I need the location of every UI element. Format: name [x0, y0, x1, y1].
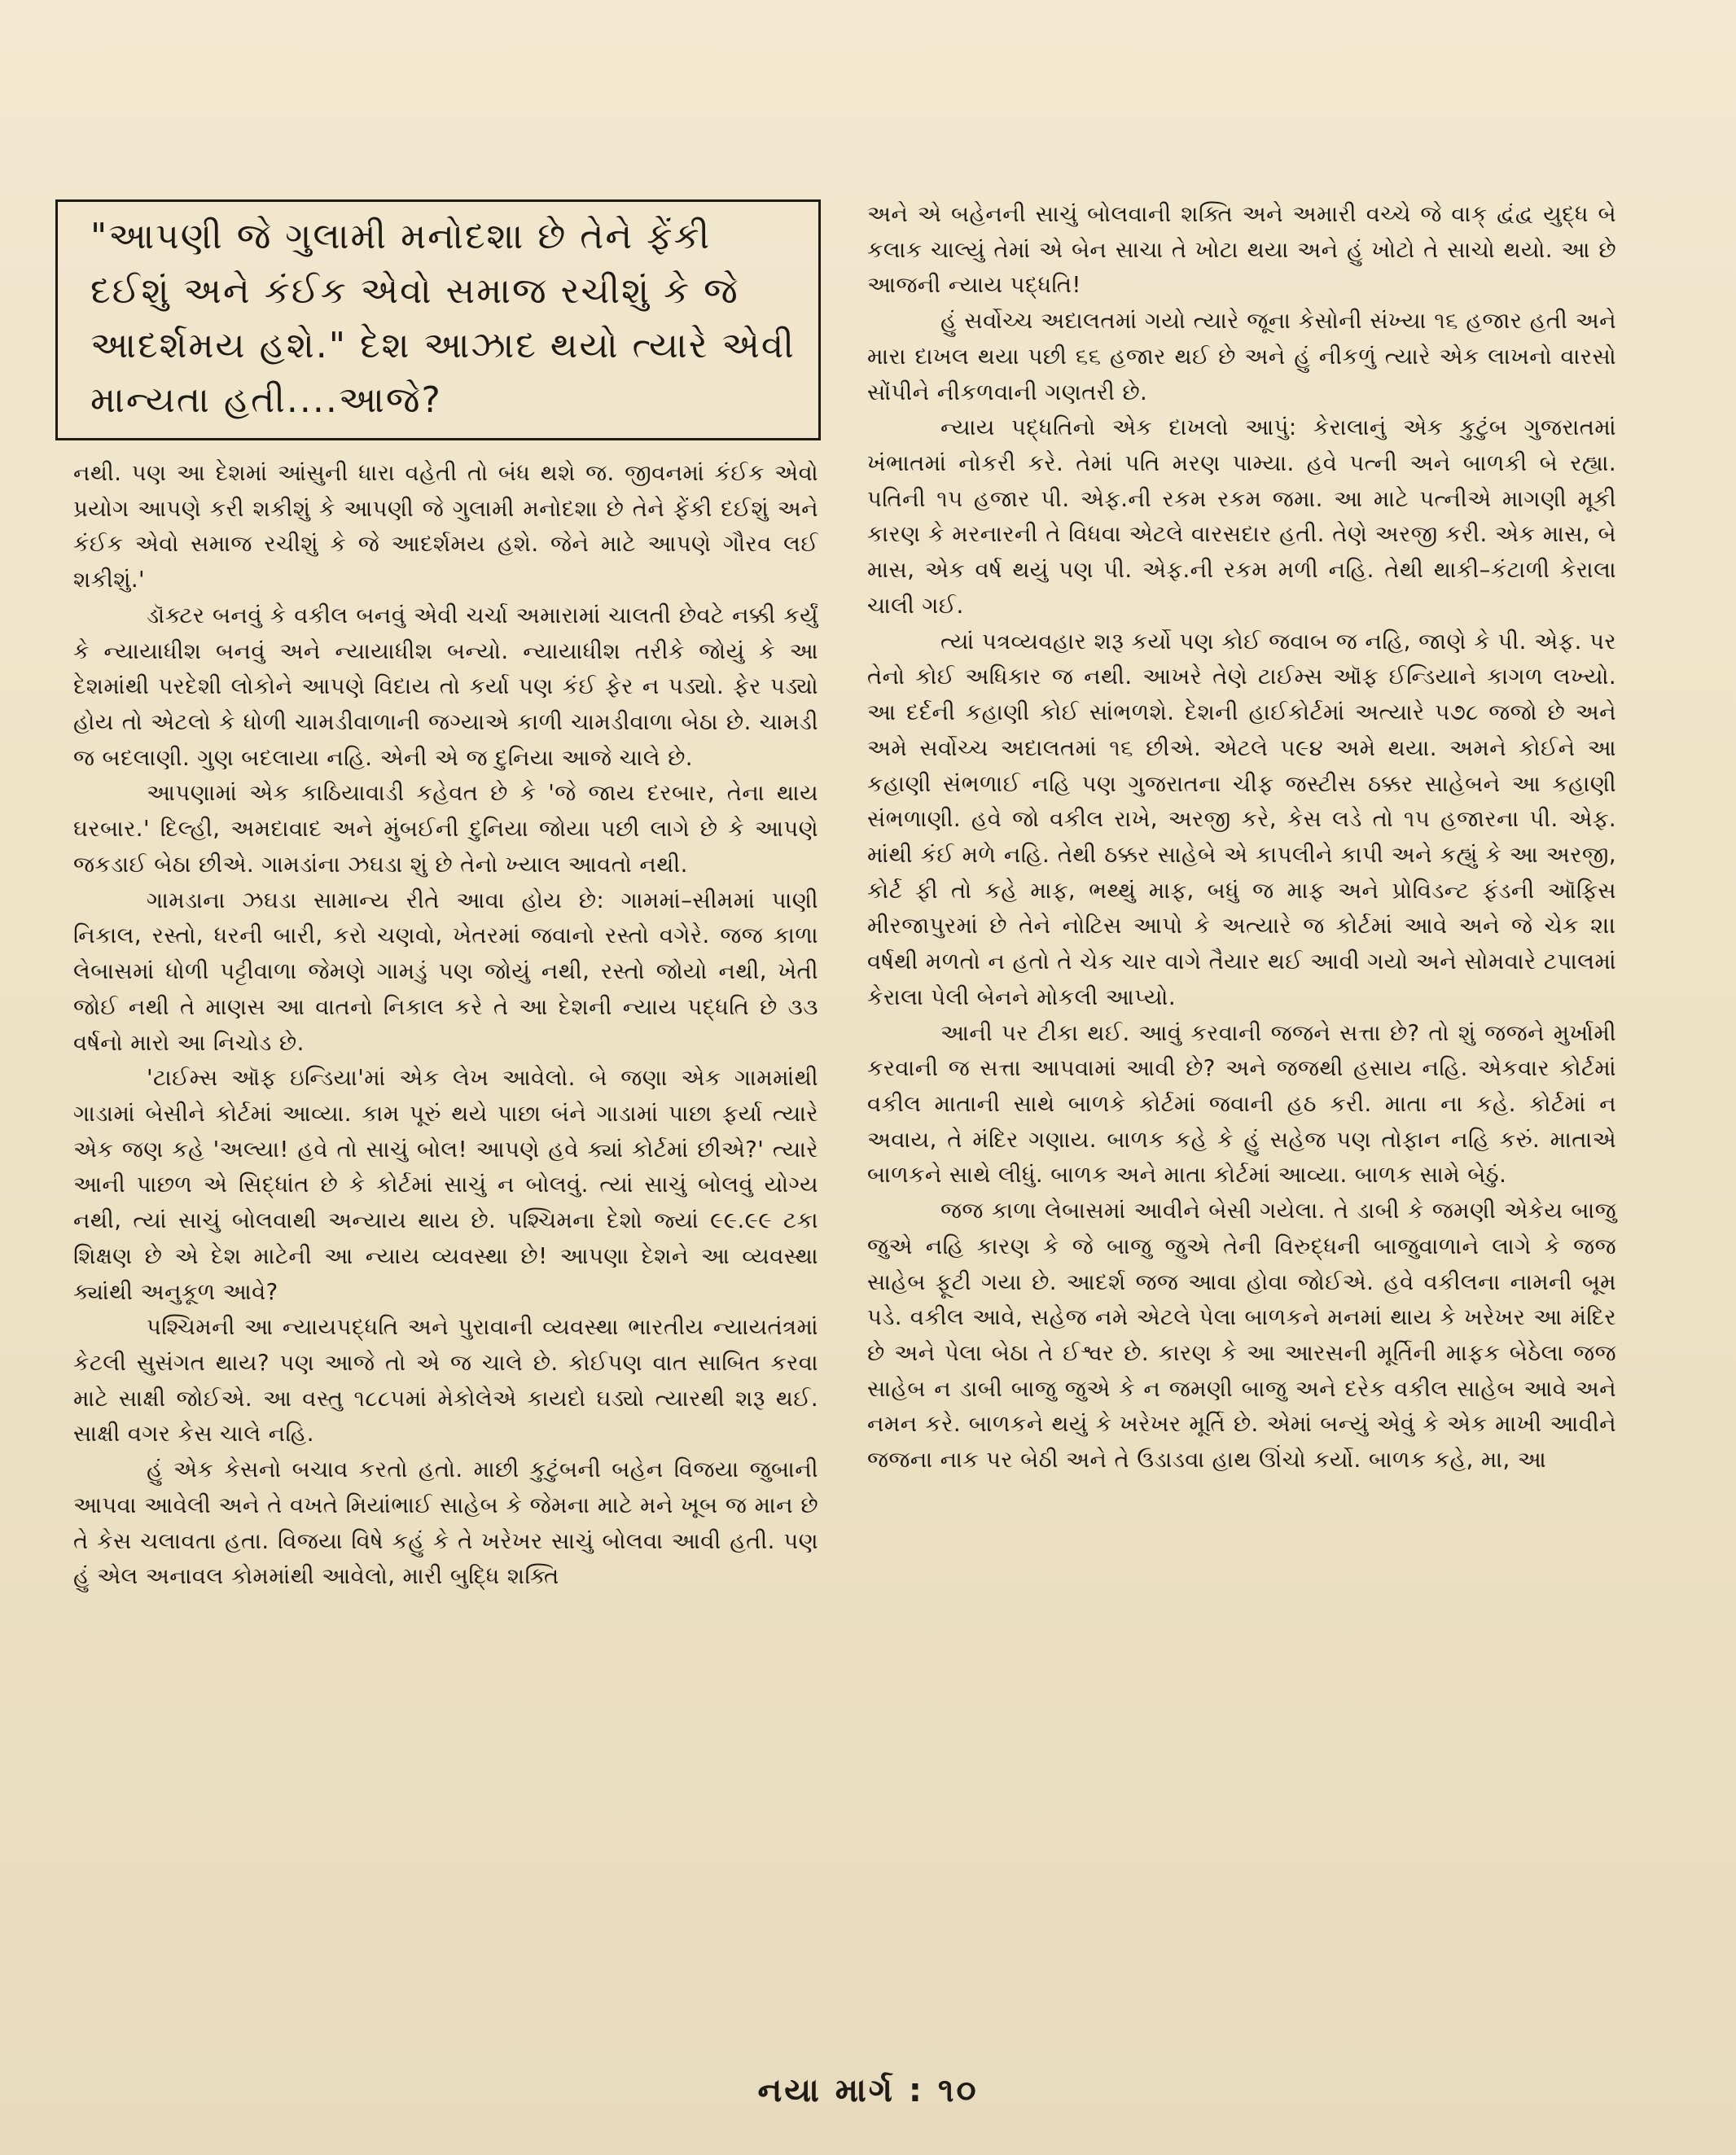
paragraph: હું એક કેસનો બચાવ કરતો હતો. માછી કુટુંબની બહેન વિજયા જુબાની આપવા આવેલી અને તે વખતે મિયાંભાઈ સાહેબ કે જેમના માટે મને ખૂબ જ માન છે તે કેસ ચલાવતા હતા. વિજયા વિષે કહું કે તે ખરેખર સાચું બોલવા આવી હતી. પણ હું એલ અનાવલ કોમમાંથી આવેલો, મારી બુદ્ધિ શક્તિ	[73, 1456, 818, 1590]
paragraph: 'ટાઈમ્સ ઑફ ઇન્ડિયા'માં એક લેખ આવેલો. બે જણા એક ગામમાંથી ગાડામાં બેસીને કોર્ટમાં આવ્યા. કામ પૂરું થયે પાછા બંને ગાડામાં પાછા ફર્યા ત્યારે એક જણ કહે 'અલ્યા! હવે તો સાચું બોલ! આપણે હવે ક્યાં કોર્ટમાં છીએ?' ત્યારે આની પાછળ એ સિદ્ધાંત છે કે કોર્ટમાં સાચું ન બોલવું. ત્યાં સાચું બોલવું યોગ્ય નથી, ત્યાં સાચું બોલવાથી અન્યાય થાય છે. પશ્ચિમના દેશો જ્યાં ૯૯.૯૯ ટકા શિક્ષણ છે એ દેશ માટેની આ ન્યાય વ્યવસ્થા છે! આપણા દેશને આ વ્યવસ્થા ક્યાંથી અનુકૂળ આવે?	[73, 1065, 818, 1305]
paragraph: અને એ બહેનની સાચું બોલવાની શક્તિ અને અમારી વચ્ચે જે વાક્ દ્વંદ્વ યુદ્ધ બે કલાક ચાલ્યું તેમાં એ બેન સાચા તે ખોટા થયા અને હું ખોટો તે સાચો થયો. આ છે આજની ન્યાય પદ્ધતિ!	[867, 201, 1616, 299]
paragraph: ન્યાય પદ્ધતિનો એક દાખલો આપું: કેરાલાનું એક કુટુંબ ગુજરાતમાં ખંભાતમાં નોકરી કરે. તેમાં પતિ મરણ પામ્યા. હવે પત્ની અને બાળકી બે રહ્યા. પતિની ૧૫ હજાર પી. એફ.ની રકમ રકમ જમા. આ માટે પત્નીએ માગણી મૂકી કારણ કે મરનારની તે વિધવા એટલે વારસદાર હતી. તેણે અરજી કરી. એક માસ, બે માસ, એક વર્ષ થયું પણ પી. એફ.ની રકમ મળી નહિ. તેથી થાકી–કંટાળી કેરાલા ચાલી ગઈ.	[867, 414, 1616, 619]
paragraph: આની પર ટીકા થઈ. આવું કરવાની જજને સત્તા છે? તો શું જજને મુર્ખામી કરવાની જ સત્તા આપવામાં આવી છે? અને જજથી હસાય નહિ. એકવાર કોર્ટમાં વકીલ માતાની સાથે બાળકે કોર્ટમાં જવાની હઠ કરી. માતા ના કહે. કોર્ટમાં ન અવાય, તે મંદિર ગણાય. બાળક કહે કે હું સહેજ પણ તોફાન નહિ કરું. માતાએ બાળકને સાથે લીધું. બાળક અને માતા કોર્ટમાં આવ્યા. બાળક સામે બેઠું.	[867, 1019, 1617, 1189]
paragraph: પશ્ચિમની આ ન્યાયપદ્ધતિ અને પુરાવાની વ્યવસ્થા ભારતીય ન્યાયતંત્રમાં કેટલી સુસંગત થાય? પણ આજે તો એ જ ચાલે છે. કોઈપણ વાત સાબિત કરવા માટે સાક્ષી જોઈએ. આ વસ્તુ ૧૮૮૫માં મેકોલેએ કાયદો ઘડ્યો ત્યારથી શરૂ થઈ. સાક્ષી વગર કેસ ચાલે નહિ.	[73, 1314, 818, 1448]
pull-quote-box	[55, 199, 821, 440]
pull-quote-text: "આપણી જે ગુલામી મનોદશા છે તેને ફેંકી દઈશું અને કંઈક એવો સમાજ રચીશું કે જે આદર્શમય હશે." દેશ આઝાદ થયો ત્યારે એવી માન્યતા હતી....આજે?	[90, 216, 796, 421]
paragraph: જજ કાળા લેબાસમાં આવીને બેસી ગયેલા. તે ડાબી કે જમણી એકેય બાજુ જુએ નહિ કારણ કે જે બાજુ જુએ તેની વિરુદ્ધની બાજુવાળાને લાગે કે જજ સાહેબ ફૂટી ગયા છે. આદર્શ જજ આવા હોવા જોઈએ. હવે વકીલના નામની બૂમ પડે. વકીલ આવે, સહેજ નમે એટલે પેલા બાળકને મનમાં થાય કે ખરેખર આ મંદિર છે અને પેલા બેઠા તે ઈશ્વર છે. કારણ કે આ આરસની મૂર્તિની માફક બેઠેલા જજ સાહેબ ન ડાબી બાજુ જુએ કે ન જમણી બાજુ અને દરેક વકીલ સાહેબ આવે અને નમન કરે. બાળકને થયું કે ખરેખર મૂર્તિ છે. એમાં બન્યું એવું કે એક માખી આવીને જજના નાક પર બેઠી અને તે ઉડાડવા હાથ ઊંચો કર્યો. બાળક કહે, મા, આ	[867, 1198, 1616, 1474]
paragraph: નથી. પણ આ દેશમાં આંસુની ધારા વહેતી તો બંધ થશે જ. જીવનમાં કંઈક એવો પ્રયોગ આપણે કરી શકીશું કે આપણી જે ગુલામી મનોદશા છે તેને ફેંકી દઈશું અને કંઈક એવો સમાજ રચીશું કે જે આદર્શમય હશે. જેને માટે આપણે ગૌરવ લઈ શકીશું.'	[73, 460, 818, 594]
paragraph: હું સર્વોચ્ચ અદાલતમાં ગયો ત્યારે જૂના કેસોની સંખ્યા ૧૬ હજાર હતી અને મારા દાખલ થયા પછી ૬૬ હજાર થઈ છે અને હું નીકળું ત્યારે એક લાખનો વારસો સોંપીને નીકળવાની ગણતરી છે.	[867, 308, 1616, 405]
paragraph: ત્યાં પત્રવ્યવહાર શરૂ કર્યો પણ કોઈ જવાબ જ નહિ, જાણે કે પી. એફ. પર તેનો કોઈ અધિકાર જ નથી. આખરે તેણે ટાઈમ્સ ઑફ ઈન્ડિયાને કાગળ લખ્યો. આ દર્દની કહાણી કોઈ સાંભળશે. દેશની હાઈકોર્ટમાં અત્યારે ૫૭૮ જજો છે અને અમે સર્વોચ્ચ અદાલતમાં ૧૬ છીએ. એટલે ૫૯૪ અમે થયા. અમને કોઈને આ કહાણી સંભળાઈ નહિ પણ ગુજરાતના ચીફ જસ્ટીસ ઠક્કર સાહેબને આ કહાણી સંભળાણી. હવે જો વકીલ રાખે, અરજી કરે, કેસ લડે તો ૧૫ હજારના પી. એફ. માંથી કંઈ મળે નહિ. તેથી ઠક્કર સાહેબે એ કાપલીને કાપી અને કહ્યું કે આ અરજી, કોર્ટ ફી તો કહે માફ, ભથ્થું માફ, બધું જ માફ અને પ્રોવિડન્ટ ફંડની ઑફિસ મીરજાપુરમાં છે તેને નોટિસ આપો કે અત્યારે જ કોર્ટમાં આવે અને જે ચેક ૨।। વર્ષથી મળતો ન હતો તે ચેક ચાર વાગે તૈયાર થઈ આવી ગયો અને સોમવારે ટપાલમાં કેરાલા પેલી બેનને મોકલી આપ્યો.	[867, 628, 1616, 1010]
page-footer: નયા માર્ગ : ૧૦	[757, 2072, 979, 2109]
paragraph: આપણામાં એક કાઠિયાવાડી કહેવત છે કે 'જે જાય દરબાર, તેના થાય ઘરબાર.' દિલ્હી, અમદાવાદ અને મુંબઈની દુનિયા જોયા પછી લાગે છે કે આપણે જકડાઈ બેઠા છીએ. ગામડાંના ઝઘડા શું છે તેનો ખ્યાલ આવતો નથી.	[73, 780, 818, 878]
left-column	[73, 456, 818, 1595]
paragraph: ગામડાના ઝઘડા સામાન્ય રીતે આવા હોય છે: ગામમાં–સીમમાં પાણી નિકાલ, રસ્તો, ધરની બારી, કરો ચણવો, ખેતરમાં જવાનો રસ્તો વગેરે. જજ કાળા લેબાસમાં ધોળી પટ્ટીવાળા જેમણે ગામડું પણ જોયું નથી, રસ્તો જોયો નથી, ખેતી જોઈ નથી તે માણસ આ વાતનો નિકાલ કરે તે આ દેશની ન્યાય પદ્ધતિ છે ૩૩ વર્ષનો મારો આ નિચોડ છે.	[73, 887, 818, 1056]
right-column	[867, 197, 1616, 1478]
paragraph: ડૉક્ટર બનવું કે વકીલ બનવું એવી ચર્ચા અમારામાં ચાલતી છેવટે નક્કી કર્યું કે ન્યાયાધીશ બનવું અને ન્યાયાધીશ બન્યો. ન્યાયાધીશ તરીકે જોયું કે આ દેશમાંથી પરદેશી લોકોને આપણે વિદાય તો કર્યા પણ કંઈ ફેર ન પડ્યો. ફેર પડ્યો હોય તો એટલો કે ધોળી ચામડીવાળાની જગ્યાએ કાળી ચામડીવાળા બેઠા છે. ચામડી જ બદલાણી. ગુણ બદલાયા નહિ. એની એ જ દુનિયા આજે ચાલે છે.	[73, 602, 818, 771]
